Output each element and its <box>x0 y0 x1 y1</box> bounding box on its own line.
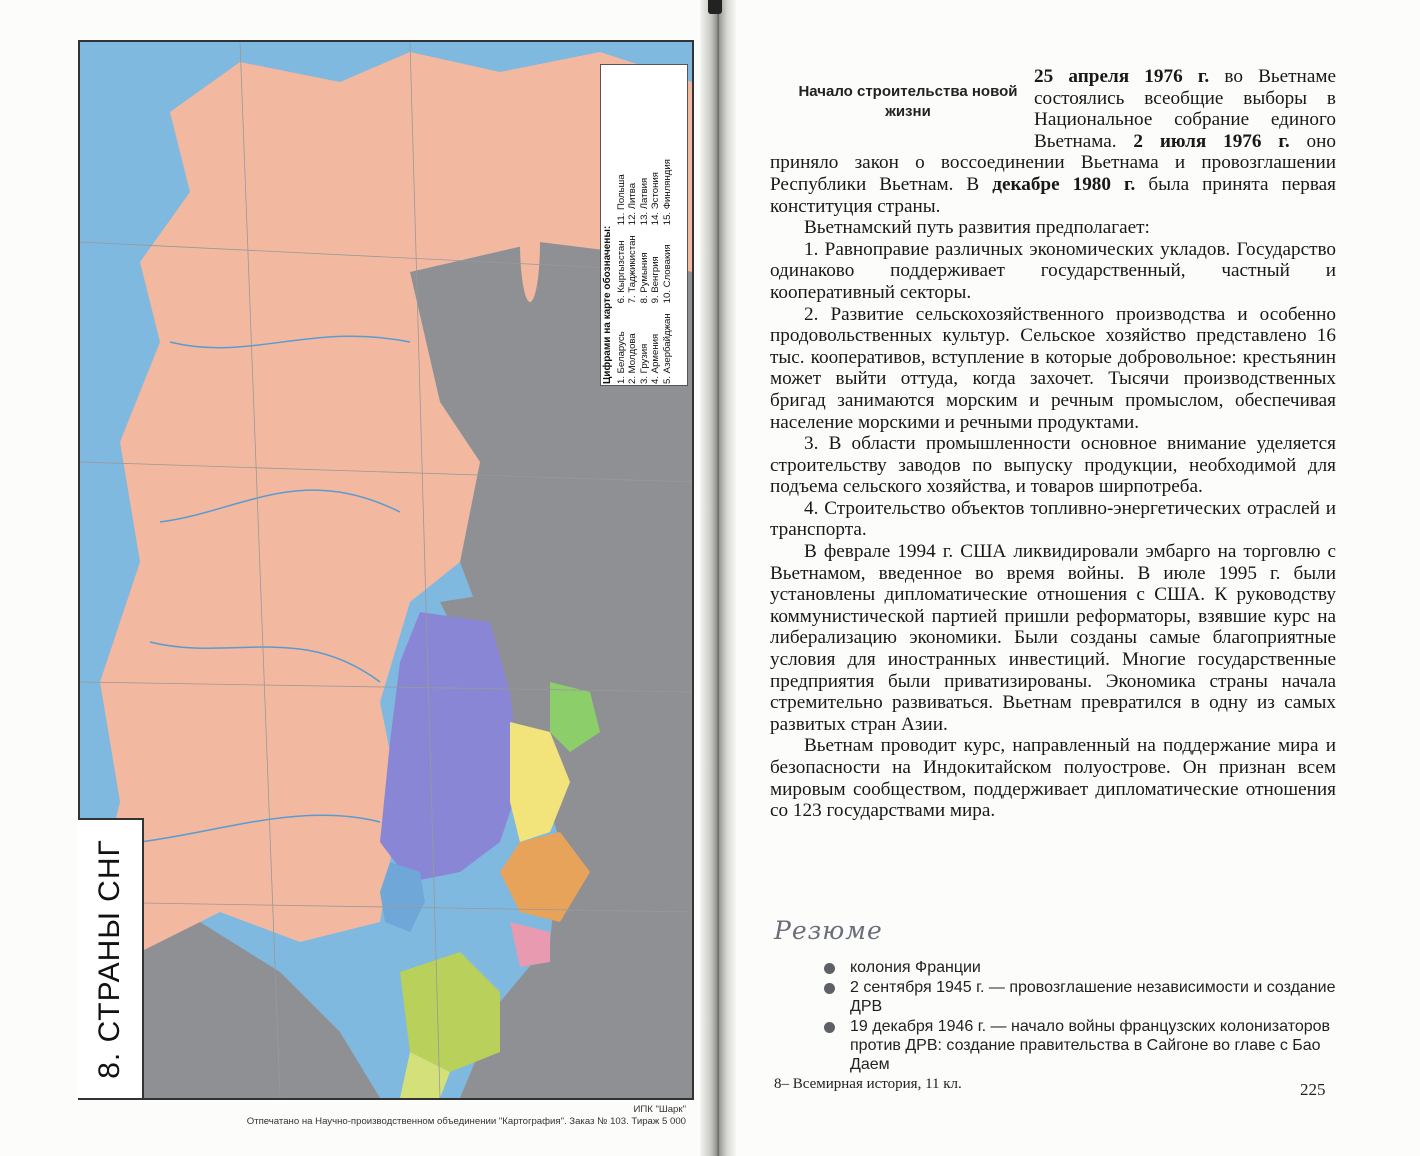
book-spine-clip <box>708 0 722 14</box>
legend-entry: 5. Азербайджан <box>661 313 673 384</box>
map-legend <box>600 64 688 386</box>
paragraph <box>770 433 1336 498</box>
text-run: во Вьетнаме состоялись всеобщие выборы в Национальное собрание единого Вьетнама. <box>1034 66 1336 152</box>
map-title: 8. СТРАНЫ СНГ <box>93 839 126 1079</box>
bold-text: 2 июля 1976 г. <box>1133 130 1290 152</box>
bullet-icon <box>824 983 835 994</box>
resume-item <box>822 978 1338 1016</box>
legend-entry: 9. Венгрия <box>650 256 661 304</box>
legend-entry: 7. Таджикистан <box>627 235 638 304</box>
legend-entry: 2. Молдова <box>627 333 638 384</box>
island-severnaya-zemlya <box>164 652 196 712</box>
text-run: 3. В области промышленности основное внимание уделяется строительству заводов по выпуску продукции, необходимой для подъема сельского хозяйства, и товаров ширпотреба. <box>770 433 1336 498</box>
legend-entry: 13. Латвия <box>638 177 650 226</box>
paragraph <box>770 498 1336 541</box>
legend-entry: 8. Румыния <box>638 252 650 304</box>
island-sakhalin <box>520 182 540 302</box>
resume-item <box>822 958 1338 977</box>
map-title-box <box>78 818 144 1098</box>
bold-text: декабре 1980 г. <box>992 173 1136 195</box>
legend-entry: 3. Грузия <box>638 343 650 384</box>
bullet-icon <box>824 963 835 974</box>
map-legend-content <box>602 66 686 384</box>
legend-entry: 11. Польша <box>615 174 627 226</box>
text-run: 4. Строительство объектов топливно-энергетических отраслей и транспорта. <box>770 497 1336 541</box>
text-run: оно приняло закон о воссоединении Вьетнама и провозглашении Республики Вьетнам. В <box>770 130 1336 195</box>
map-legend-column <box>616 235 674 303</box>
map-legend-column <box>616 159 674 225</box>
text-run: 1. Равноправие различных экономических укладов. Государство одинаково поддерживает государственный, частный и кооперативный секторы. <box>770 238 1336 303</box>
legend-entry: 14. Эстония <box>650 172 661 226</box>
text-run: В феврале 1994 г. США ликвидировали эмбарго на торговлю с Вьетнамом, введенное во время войны. В июле 1995 г. были установлены дипломатические отношения с США. К руководству коммунистической партией пришли реформаторы, взявшие курс на либерализацию экономики. Были созданы самые благоприятные условия для иностранных инвестиций. Многие государственные предприятия были приватизированы. Экономика страны начала стремительно развиваться. Вьетнам превратился в одну из самых развитых стран Азии. <box>770 541 1336 735</box>
imprint-publisher: ИПК "Шарк" <box>633 1104 686 1115</box>
bullet-icon <box>824 1022 835 1033</box>
imprint-printing-info: Отпечатано на Научно-производственном объединении "Картография". Заказ № 103. Тираж 5 000 <box>246 1116 686 1127</box>
legend-entry: 6. Кыргызстан <box>615 240 627 304</box>
resume-item-text: колония Франции <box>850 959 981 976</box>
island-novaya-zemlya <box>196 372 224 512</box>
text-run: 2. Развитие сельскохозяйственного производства и особенно продовольственных культур. Сельское хозяйство представлено 16 тыс. кооперативов, вступление в которые добровольное: крестьянин может выйти оттуда, когда захочет. Тысячи производственных бригад занимаются морским и речным промыслом, обеспечивая население морскими и речными продуктами. <box>770 303 1336 433</box>
page-number: 225 <box>1300 1080 1326 1099</box>
paragraph <box>770 735 1336 821</box>
body-text <box>770 66 1336 822</box>
text-run: была принята первая конституция страны. <box>770 173 1336 217</box>
legend-entry: 1. Беларусь <box>615 331 627 384</box>
paragraph <box>770 304 1336 434</box>
legend-entry: 10. Словакия <box>661 244 673 304</box>
legend-entry: 15. Финляндия <box>661 159 673 226</box>
map-legend-column <box>616 313 674 384</box>
legend-entry: 4. Армения <box>650 333 661 384</box>
paragraph <box>770 239 1336 304</box>
bold-text: 25 апреля 1976 г. <box>1034 66 1210 87</box>
resume-item-text: 19 декабря 1946 г. — начало войны французских колонизаторов против ДРВ: создание правительства в Сайгоне во главе с Бао Даем <box>850 1018 1331 1073</box>
book-gutter <box>700 0 736 1156</box>
resume-item-text: 2 сентября 1945 г. — провозглашение независимости и создание ДРВ <box>850 979 1336 1015</box>
resume-list <box>822 958 1338 1075</box>
legend-entry: 12. Литва <box>627 182 638 226</box>
map-legend-columns <box>616 66 674 384</box>
footer-book-title: 8– Всемирная история, 11 кл. <box>774 1076 962 1092</box>
resume-title: Резюме <box>774 916 883 945</box>
resume-item <box>822 1017 1338 1074</box>
paragraph <box>770 541 1336 735</box>
text-run: Вьетнамский путь развития предполагает: <box>804 217 1150 239</box>
section-heading: Начало строительства новой жизни <box>798 83 1018 120</box>
map-legend-title: Цифрами на карте обозначены: <box>602 225 613 384</box>
paragraph <box>770 217 1336 239</box>
imprint <box>150 1104 686 1128</box>
text-run: Вьетнам проводит курс, направленный на поддержание мира и безопасности на Индокитайском полуострове. Он признан всем мировым сообществом, поддерживает дипломатические отношения со 123 государствами мира. <box>770 735 1336 822</box>
